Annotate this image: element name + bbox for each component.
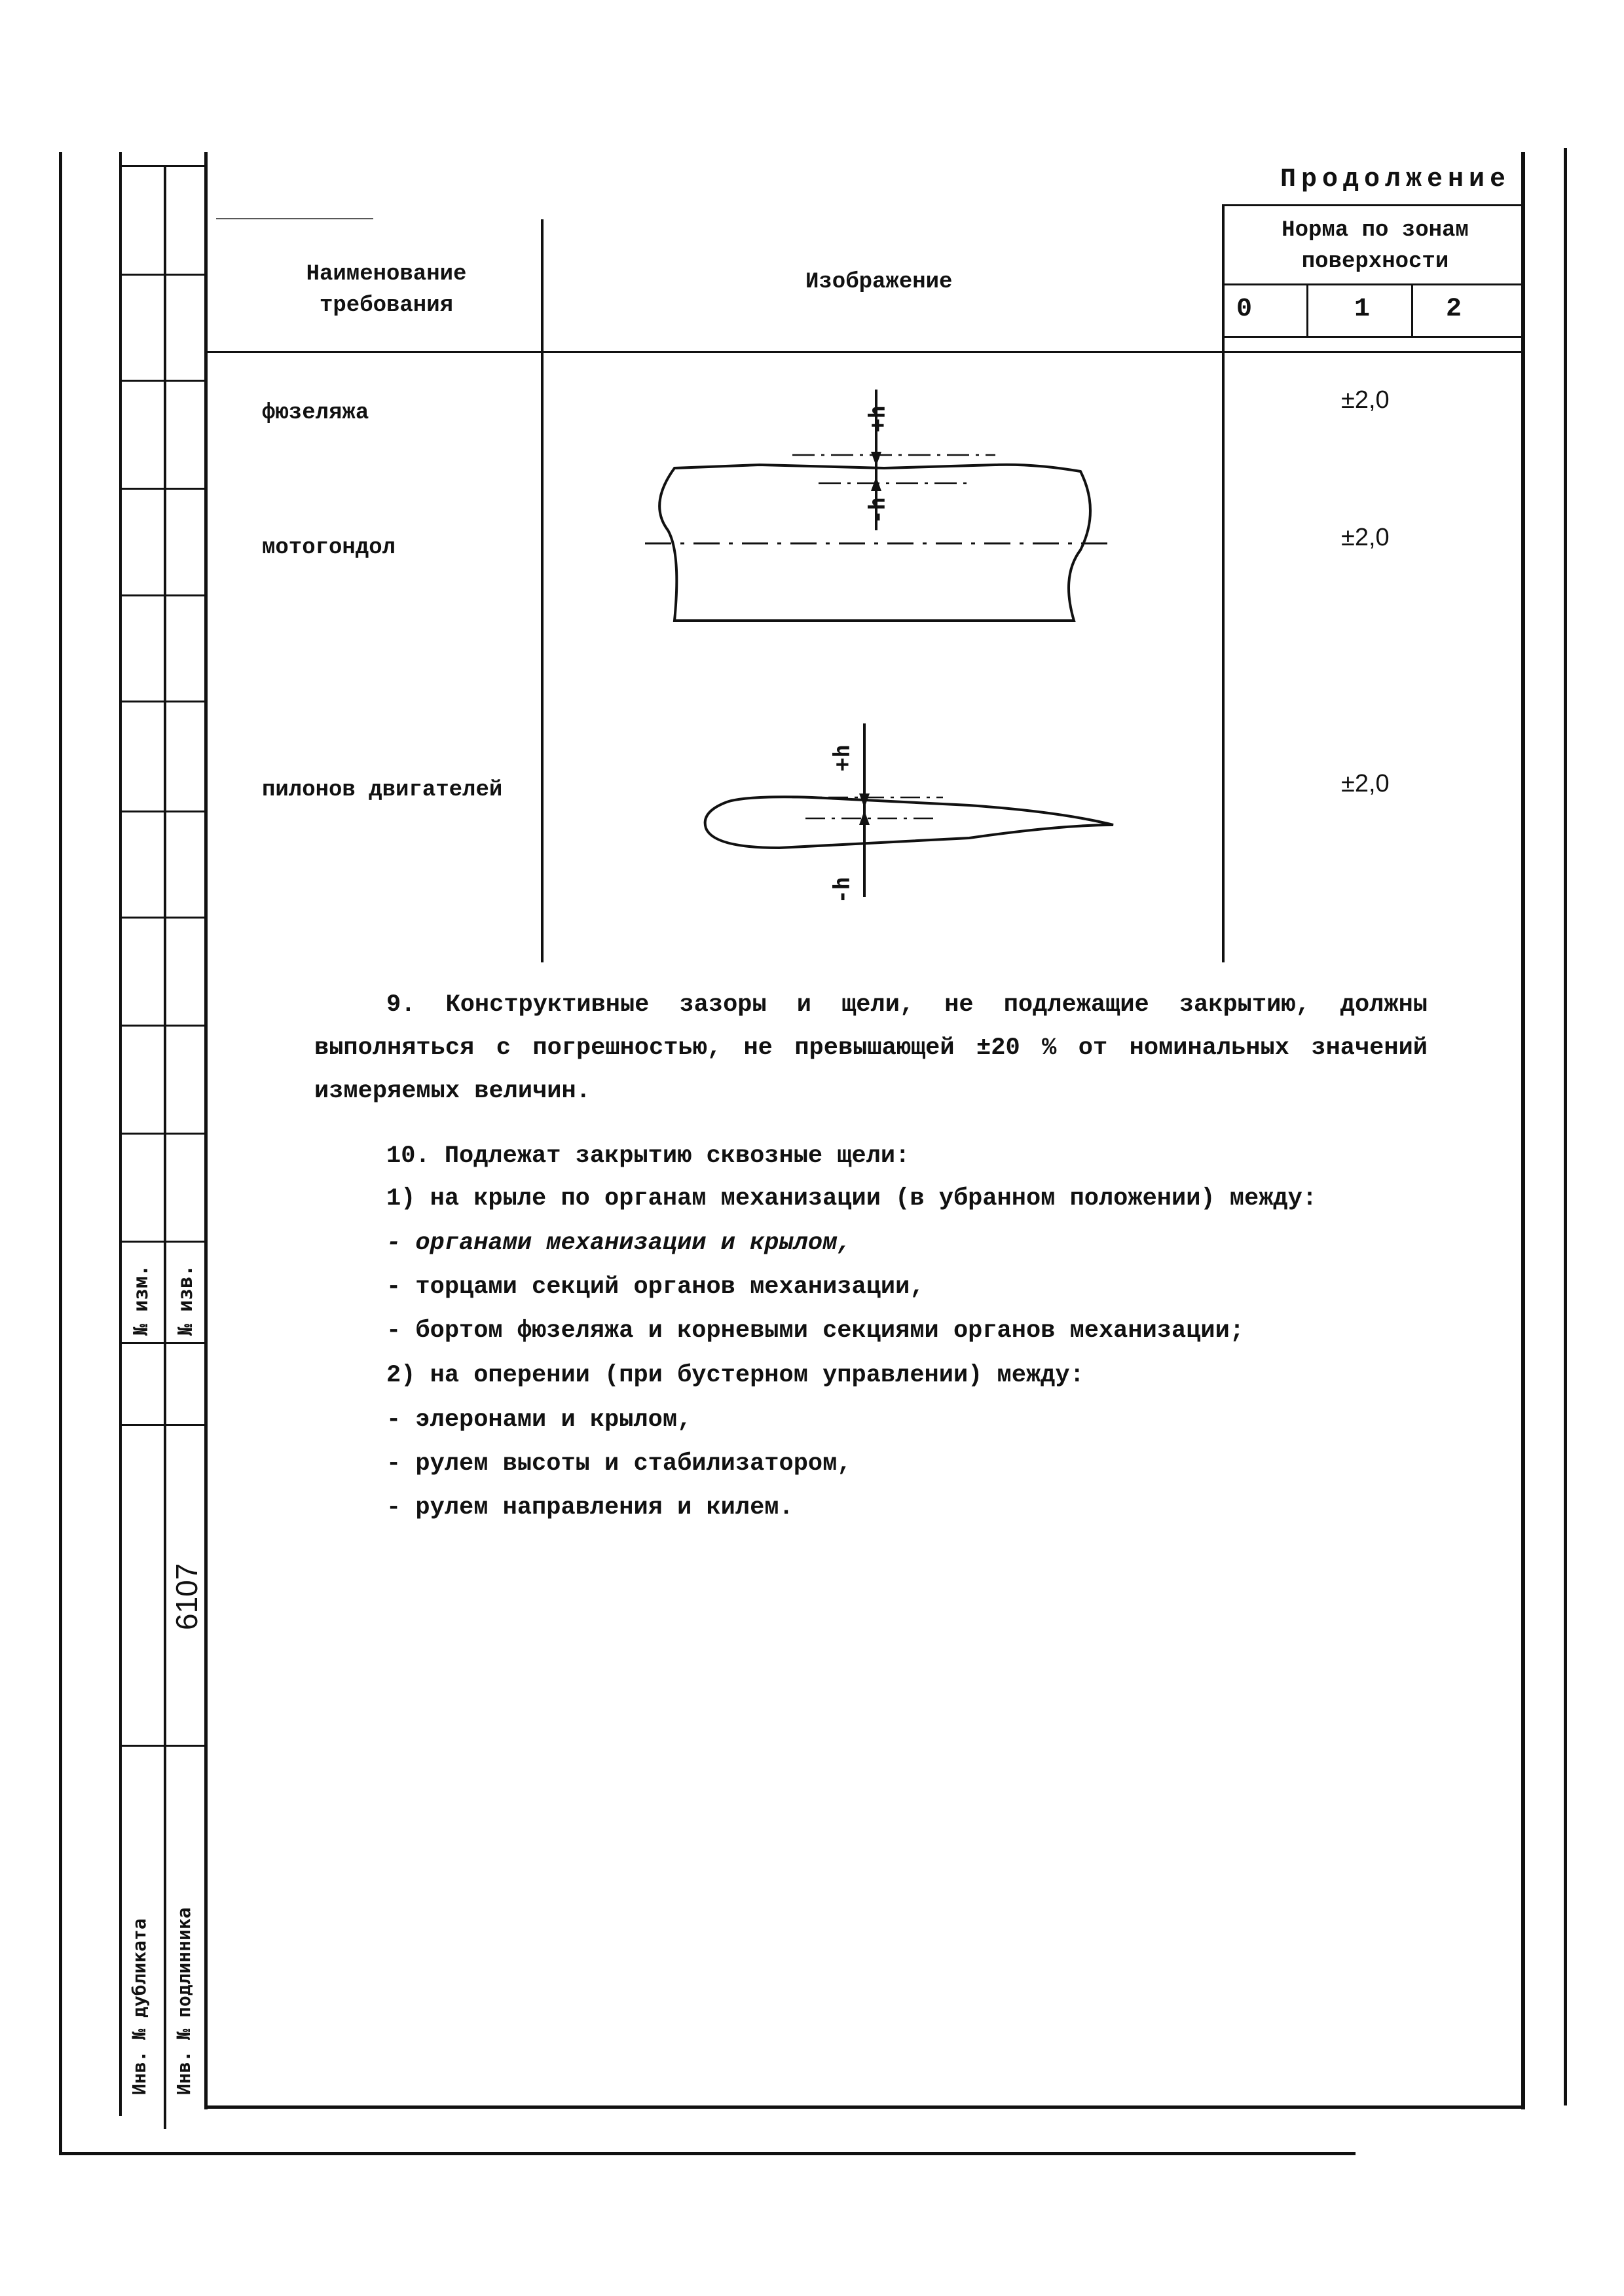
section-1-item: - органами механизации и крылом, [386, 1230, 852, 1257]
section-1-item: - бортом фюзеляжа и корневыми секциями органов механизации; [386, 1317, 1245, 1345]
pylon-section-drawing [694, 720, 1126, 910]
row-value-fuselage: ±2,0 [1341, 386, 1390, 414]
paragraph-10: 10. Подлежат закрытию сквозные щели: [386, 1142, 910, 1170]
margin-grid-line [119, 1745, 206, 1747]
section-1-item: - торцами секций органов механизации, [386, 1273, 925, 1301]
row-name-fuselage: фюзеляжа [262, 401, 369, 426]
margin-grid-line [119, 1133, 206, 1135]
margin-label-no-izm: № изм. [130, 1264, 153, 1336]
margin-label-inv-dubl: Инв. № дубликата [128, 1918, 150, 2095]
frame-left-margin-2 [164, 165, 166, 2129]
zone-sep-2 [1411, 283, 1413, 337]
pylon-dim-plus: +h [829, 744, 855, 771]
margin-grid-line [119, 1025, 206, 1027]
pylon-dim-minus: -h [829, 877, 855, 903]
margin-grid-line [119, 1241, 206, 1243]
frame-right-edge [1564, 148, 1567, 2105]
zone-1: 1 [1354, 295, 1371, 324]
zone-2: 2 [1446, 295, 1462, 324]
section-1-title: 1) на крыле по органам механизации (в убранном положении) между: [386, 1185, 1318, 1212]
row-value-nacelle: ±2,0 [1341, 524, 1390, 551]
row-name-nacelle: мотогондол [262, 536, 396, 560]
frame-left-outer [59, 152, 62, 2155]
frame-right [1521, 152, 1525, 2109]
margin-grid-line [119, 488, 206, 490]
margin-grid-line [119, 274, 206, 276]
zone-0: 0 [1236, 295, 1253, 324]
margin-label-inv-podl: Инв. № подлинника [173, 1907, 194, 2095]
fuselage-dim-plus: +h [864, 405, 891, 432]
margin-grid-line [119, 811, 206, 812]
table-top-line [1222, 204, 1525, 206]
frame-bottom-outer [59, 2152, 1356, 2155]
table-header-name: Наименование требования [306, 262, 467, 318]
table-col-sep-1 [541, 219, 544, 962]
table-header-norm: Норма по зонам поверхности [1282, 218, 1469, 274]
frame-bottom-inner [204, 2105, 1525, 2109]
row-name-pylon: пилонов двигателей [262, 778, 503, 803]
zone-bottom-line [1222, 336, 1521, 338]
table-top-line-dashed [216, 218, 373, 219]
table-header-bottom [208, 351, 1521, 353]
frame-left-inner [204, 152, 208, 2109]
margin-grid-line [119, 1342, 206, 1344]
fuselage-dim-minus: -h [864, 497, 891, 524]
continuation-label: Продолжение [1280, 165, 1511, 194]
margin-grid-line [119, 380, 206, 382]
section-2-item: - элеронами и крылом, [386, 1406, 692, 1434]
margin-grid-line [119, 701, 206, 702]
paragraph-9: 9. Конструктивные зазоры и щели, не подлежащие закрытию, должны выполняться с погрешностью, не превышающей ±20 % от номинальных значений измеряемых величин. [314, 991, 1428, 1105]
table-col-sep-2 [1222, 204, 1225, 962]
zone-header-line [1222, 283, 1521, 285]
margin-grid-line [119, 1424, 206, 1426]
section-2-title: 2) на оперении (при бустерном управлении) между: [386, 1362, 1084, 1389]
margin-grid-line [119, 917, 206, 919]
margin-label-no-izv: № изв. [174, 1264, 197, 1336]
section-2-item: - рулем направления и килем. [386, 1494, 794, 1522]
margin-grid-line [119, 594, 206, 596]
section-2-item: - рулем высоты и стабилизатором, [386, 1450, 852, 1478]
margin-inv-value: 6107 [170, 1563, 204, 1630]
zone-sep-1 [1306, 283, 1308, 337]
table-header-image: Изображение [805, 270, 953, 295]
row-value-pylon: ±2,0 [1341, 770, 1390, 797]
margin-grid-line [119, 165, 206, 167]
